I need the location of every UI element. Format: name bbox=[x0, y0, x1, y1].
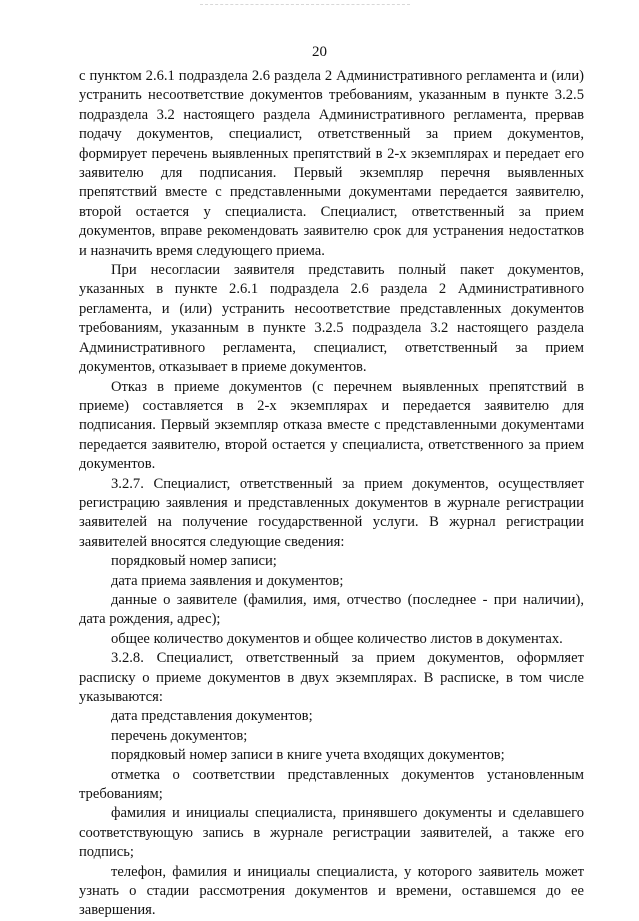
list-item: фамилия и инициалы специалиста, принявшего документы и сделавшего соответствующую запись в журнале регистрации заявителей, а также его подпись; bbox=[79, 805, 584, 861]
document-body bbox=[79, 67, 584, 921]
list-item: дата представления документов; bbox=[111, 708, 313, 725]
list-item: телефон, фамилия и инициалы специалиста, у которого заявитель может узнать о стадии рассмотрения документов и времени, оставшемся до ее завершения. bbox=[79, 863, 584, 919]
list-item: дата приема заявления и документов; bbox=[111, 572, 344, 589]
list-item: порядковый номер записи; bbox=[111, 553, 277, 570]
paragraph-3-2-8: 3.2.8. Специалист, ответственный за прием документов, оформляет расписку о приеме документов в двух экземплярах. В расписке, в том числе указываются: bbox=[79, 650, 584, 705]
paragraph-continuation: с пунктом 2.6.1 подраздела 2.6 раздела 2 Административного регламента и (или) устранить несоответствие документов требованиям, указанным в пункте 3.2.5 подраздела 3.2 настоящего раздела Административного регламента, прервав подачу документов, специалист, ответственный за прием документов, формирует перечень выявленных препятствий в 2-х экземплярах и передает его заявителю для подписания. Первый экземпляр перечня выявленных препятствий вместе с представленными документами передается заявителю, второй остается у специалиста. Специалист, ответственный за прием документов, вправе рекомендовать заявителю срок для устранения недостатков и назначить время следующего приема. bbox=[79, 68, 584, 259]
list-item: отметка о соответствии представленных документов установленным требованиям; bbox=[79, 766, 584, 803]
list-item: перечень документов; bbox=[111, 727, 248, 744]
paragraph-refusal-condition: При несогласии заявителя представить полный пакет документов, указанных в пункте 2.6.1 подраздела 2.6 раздела 2 Административного регламента, и (или) устранить несоответствие представленных документов требованиям, указанным в пункте 3.2.5 подраздела 3.2 настоящего раздела Административного регламента, специалист, ответственный за прием документов, отказывает в приеме документов. bbox=[79, 262, 584, 376]
paragraph-refusal-procedure: Отказ в приеме документов (с перечнем выявленных препятствий в приеме) составляется в 2-х экземплярах и передается заявителю для подписания. Первый экземпляр отказа вместе с представленными документами передается заявителю, второй остается у специалиста, ответственного за прием документов. bbox=[79, 378, 584, 473]
list-item: данные о заявителе (фамилия, имя, отчество (последнее - при наличии), дата рождения, адрес); bbox=[79, 591, 584, 628]
list-item: общее количество документов и общее количество листов в документах. bbox=[111, 630, 563, 647]
paragraph-3-2-7: 3.2.7. Специалист, ответственный за прием документов, осуществляет регистрацию заявления и представленных документов в журнале регистрации заявителей на получение государственной услуги. В журнал регистрации заявителей вносятся следующие сведения: bbox=[79, 475, 584, 550]
list-item: порядковый номер записи в книге учета входящих документов; bbox=[111, 747, 505, 764]
page-number: 20 bbox=[312, 44, 327, 60]
scan-artifact bbox=[200, 4, 410, 9]
